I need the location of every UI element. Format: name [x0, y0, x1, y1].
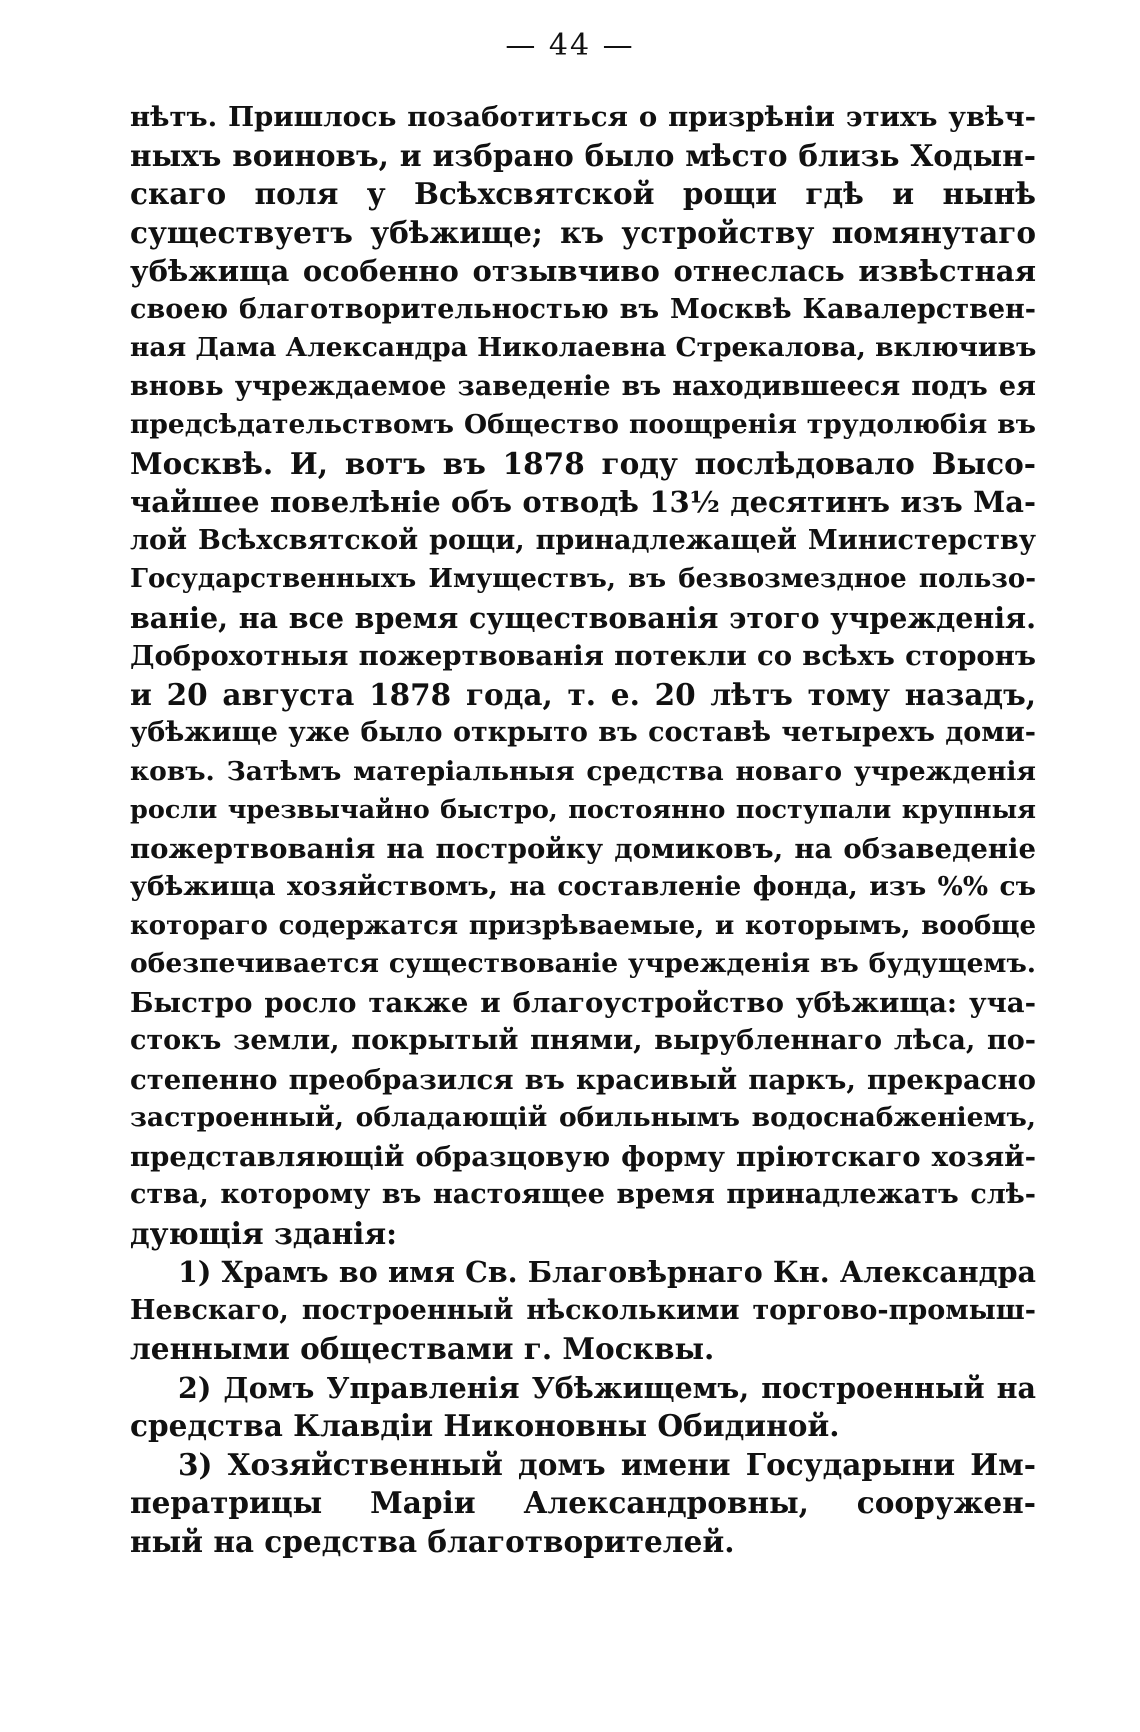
text-line: обезпечивается существованіе учрежденія въ будущемъ. [130, 948, 1036, 979]
text-line: убѣжище уже было открыто въ составѣ четырехъ доми- [130, 717, 1036, 748]
text-line: котораго содержатся призрѣваемые, и которымъ, вообще [130, 910, 1036, 941]
text-line: стокъ земли, покрытый пнями, вырубленнаго лѣса, по- [130, 1025, 1036, 1056]
list-item-2: 2) Домъ Управленія Убѣжищемъ, построенный на [178, 1370, 1036, 1405]
text-line: лой Всѣхсвятской рощи, принадлежащей Министерству [130, 524, 1036, 556]
text-line: убѣжища хозяйствомъ, на составленіе фонда, изъ %% съ [130, 871, 1036, 902]
text-line: Москвѣ. И, вотъ въ 1878 году послѣдовало Высо- [130, 445, 1036, 481]
text-line: дующія зданія: [130, 1215, 398, 1251]
text-line: Государственныхъ Имуществъ, въ безвозмездное пользо- [130, 564, 1036, 594]
text-line: ваніе, на все время существованія этого учрежденія. [130, 600, 1036, 635]
text-line: убѣжища особенно отзывчиво отнеслась извѣстная [130, 254, 1036, 288]
page-number: — 44 — [505, 28, 635, 63]
text-line: Невскаго, построенный нѣсколькими торгово-промыш- [130, 1294, 1036, 1326]
text-line: ный на средства благотворителей. [130, 1523, 735, 1559]
text-line: ства, которому въ настоящее время принадлежатъ слѣ- [130, 1179, 1036, 1210]
text-line: чайшее повелѣніе объ отводѣ 13½ десятинъ изъ Ма- [130, 485, 1036, 519]
text-line: своею благотворительностью въ Москвѣ Кавалерствен- [130, 293, 1036, 325]
list-item-3: 3) Хозяйственный домъ имени Государыни Им- [178, 1446, 1036, 1482]
text-line: ковъ. Затѣмъ матеріальныя средства новаго учрежденія [130, 755, 1036, 787]
text-line: ператрицы Маріи Александровны, сооружен- [130, 1485, 1036, 1520]
text-line: ная Дама Александра Николаевна Стрекалова, включивъ [130, 332, 1037, 363]
text-line: представляющій образцовую форму пріютскаго хозяй- [130, 1140, 1036, 1173]
text-line: нѣтъ. Пришлось позаботиться о призрѣніи этихъ увѣч- [130, 101, 1036, 133]
text-line: росли чрезвычайно быстро, постоянно поступали крупныя [130, 795, 1036, 825]
text-line: предсѣдательствомъ Общество поощренія трудолюбія въ [130, 409, 1036, 440]
text-line: ныхъ воиновъ, и избрано было мѣсто близь Ходын- [130, 137, 1036, 173]
text-line: и 20 августа 1878 года, т. е. 20 лѣтъ тому назадъ, [130, 676, 1036, 712]
text-line: вновь учреждаемое заведеніе въ находившееся подъ ея [130, 370, 1036, 402]
text-line: существуетъ убѣжище; къ устройству помянутаго [130, 214, 1036, 250]
text-line: скаго поля у Всѣхсвятской рощи гдѣ и нынѣ [130, 176, 1036, 211]
text-line: застроенный, обладающій обильнымъ водоснабженіемъ, [130, 1102, 1036, 1133]
text-line: средства Клавдіи Никоновны Обидиной. [130, 1408, 840, 1443]
text-line: пожертвованія на постройку домиковъ, на обзаведеніе [130, 832, 1036, 865]
list-item-1: 1) Храмъ во имя Св. Благовѣрнаго Кн. Александра [178, 1255, 1036, 1289]
text-line: ленными обществами г. Москвы. [130, 1331, 715, 1366]
body-text [130, 98, 1036, 1561]
text-line: степенно преобразился въ красивый паркъ, прекрасно [130, 1063, 1036, 1096]
text-line: Доброхотныя пожертвованія потекли со всѣхъ сторонъ [130, 640, 1036, 672]
text-line: Быстро росло также и благоустройство убѣжища: уча- [130, 986, 1036, 1019]
